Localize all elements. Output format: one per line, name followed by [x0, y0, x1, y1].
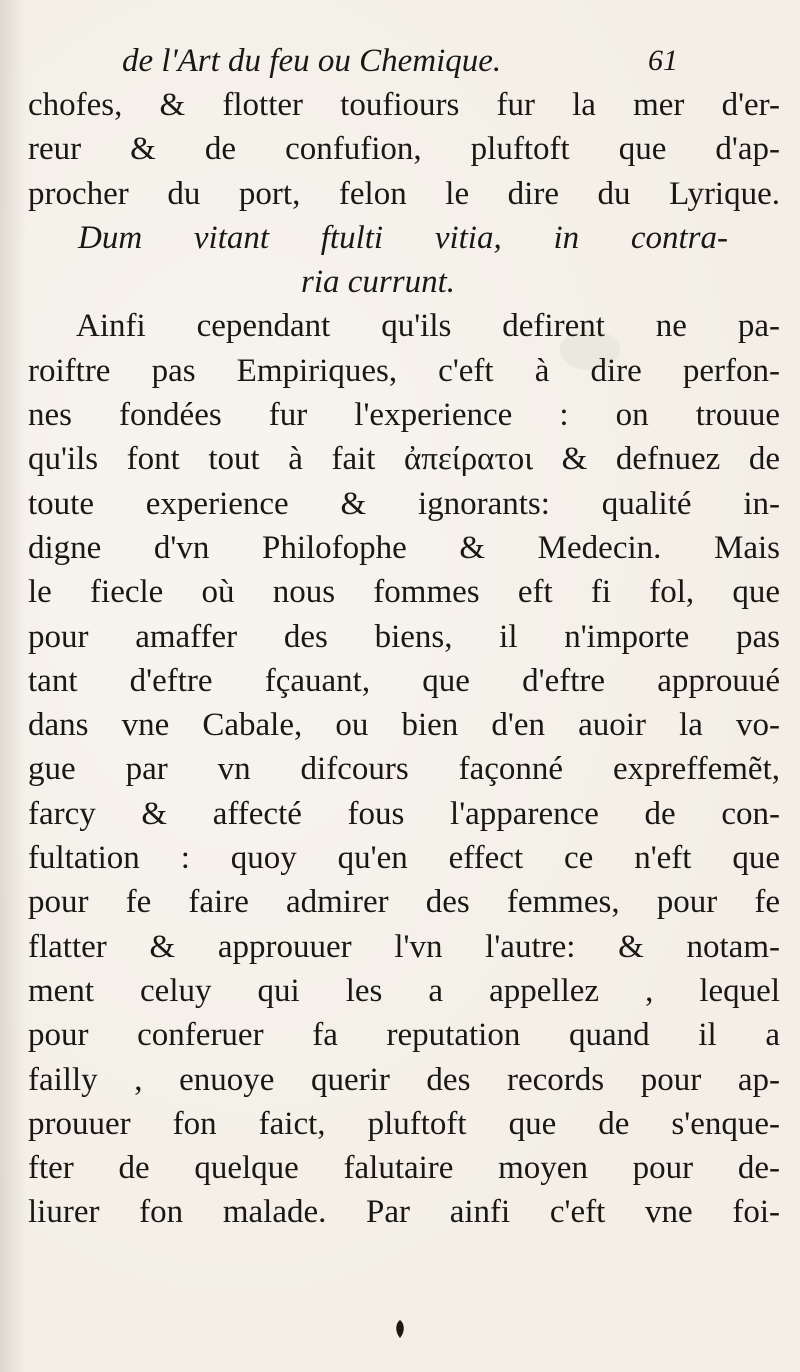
paragraph-line-17: pour conferuer fa reputation quand il a [28, 1017, 780, 1054]
paragraph-line-8: pour amaffer des biens, il n'importe pas [28, 618, 780, 655]
fleuron-ornament-icon [390, 1318, 410, 1340]
paragraph-line-13: fultation : quoy qu'en effect ce n'eft que [28, 840, 780, 877]
paragraph-line-7: le fiecle où nous fommes eft fi fol, que [28, 574, 780, 611]
paragraph-line-19: prouuer fon faict, pluftoft que de s'enque- [28, 1105, 780, 1142]
paragraph-line-21: liurer fon malade. Par ainfi c'eft vne foi- [28, 1194, 780, 1231]
paragraph-line-1: Ainfi cependant qu'ils defirent ne pa- [76, 308, 780, 345]
paragraph-line-3: nes fondées fur l'experience : on trouue [28, 397, 780, 434]
paragraph-line-6: digne d'vn Philofophe & Medecin. Mais [28, 529, 780, 566]
paragraph-line-12: farcy & affecté fous l'apparence de con- [28, 795, 780, 832]
paragraph-line-20: fter de quelque falutaire moyen pour de- [28, 1150, 780, 1187]
paragraph-line-18: failly , enuoye querir des records pour ap- [28, 1061, 780, 1098]
paragraph-line-10: dans vne Cabale, ou bien d'en auoir la vo- [28, 707, 780, 744]
paragraph-line-11: gue par vn difcours façonné expreffemẽt, [28, 751, 780, 788]
paragraph-line-4: qu'ils font tout à fait ἀπείρατοι & defnuez de [28, 441, 780, 478]
paragraph-line-9: tant d'eftre fçauant, que d'eftre approuué [28, 662, 780, 699]
body-line-3: procher du port, felon le dire du Lyrique. [28, 175, 780, 212]
gutter-shadow [0, 0, 26, 1372]
latin-quotation [28, 216, 728, 305]
paragraph-line-5: toute experience & ignorants: qualité in- [28, 485, 780, 522]
running-head-title: de l'Art du feu ou Chemique. [122, 43, 502, 79]
text-block [28, 83, 780, 1235]
body-line-2: reur & de confufion, pluftoft que d'ap- [28, 131, 780, 168]
quotation-line-1: Dum vitant ftulti vitia, in contra- [78, 219, 728, 256]
paragraph-line-16: ment celuy qui les a appellez , lequel [28, 972, 780, 1009]
quotation-line-2: ria currunt. [300, 264, 455, 301]
paragraph-line-14: pour fe faire admirer des femmes, pour fe [28, 884, 780, 921]
page-number: 61 [648, 44, 678, 77]
paragraph-line-2: roiftre pas Empiriques, c'eft à dire perfon- [28, 352, 780, 389]
body-line-1: chofes, & flotter toufiours fur la mer d'er- [28, 87, 780, 123]
paragraph-line-15: flatter & approuuer l'vn l'autre: & notam- [28, 928, 780, 965]
